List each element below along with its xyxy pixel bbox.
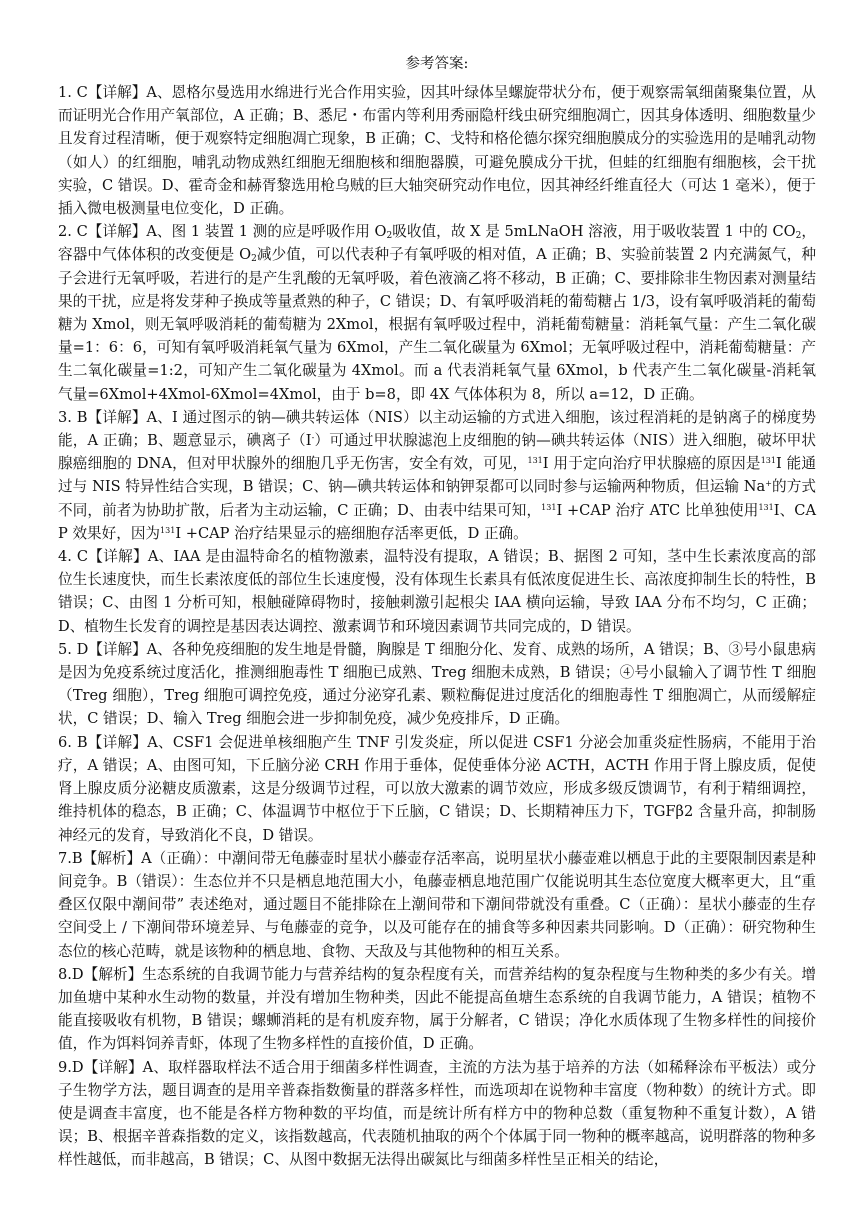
answer-text: 7.B【解析】A（正确）：中潮间带无龟藤壶时星状小藤壶存活率高，说明星状小藤壶难以栖息于此的主要限制因素是种间竞争。B（错误）：生态位并不只是栖息地范围大小，龟藤壶栖息地范围广仅能说明其生态位宽度大概率更大，且“重叠区仅限中潮间带” 表述绝对，通过题目不能排除在上潮间带和下潮间带就没有重叠。C（正确）：星状小藤壶的生存空间受上 / 下潮间带环境差异、与龟藤壶的竞争，以及可能存在的捕食等多种因素共同影响。D（正确）：研究物种生态位的核心范畴，就是该物种的栖息地、食物、天敌及与其他物种的相互关系。 [58, 849, 816, 960]
answer-text: 9.D【详解】A、取样器取样法不适合用于细菌多样性调查，主流的方法为基于培养的方法（如稀释涂布平板法）或分子生物学方法，题目调查的是用辛普森指数衡量的群落多样性，而选项却在说物种丰富度（物种数）的统计方式。即使是调查丰富度，也不能是各样方物种数的平均值，而是统计所有样方中的物种总数（重复物种不重复计数），A 错误；B、根据辛普森指数的定义，该指数越高，代表随机抽取的两个个体属于同一物种的概率越高，说明群落的物种多样性越低，而非越高，B 错误；C、从图中数据无法得出碳氮比与细菌多样性呈正相关的结论， [58, 1058, 816, 1169]
page-title: 参考答案: [405, 56, 469, 72]
answer-item-4 [58, 545, 816, 638]
answer-text: ）可通过甲状腺滤泡上皮细胞的钠—碘共转运体（NIS）进入细胞，破坏甲状腺癌细胞的 DNA，但对甲状腺外的细胞几乎无伤害，安全有效，可见， [58, 432, 816, 473]
answer-item-2 [58, 220, 816, 406]
answer-text: 3. B【详解】A、I 通过图示的钠—碘共转运体（NIS）以主动运输的方式进入细胞，该过程消耗的是钠离子的梯度势能，A 正确；B、题意显示，碘离子（I [58, 408, 816, 450]
superscript: + [765, 479, 772, 489]
answer-item-5 [58, 638, 816, 731]
answer-item-3 [58, 406, 816, 545]
superscript: 131 [758, 502, 774, 512]
answer-text: 的方式不同，前者为协助扩散，后者为主动运输，C 正确；D、由表中结果可知， [58, 478, 816, 519]
answer-text: ，容器中气体体积的改变便是 O [58, 223, 816, 264]
superscript: 131 [760, 456, 776, 466]
answer-text: I 能通过与 NIS 特异性结合实现，B 错误；C、钠—碘共转运体和钠钾泵都可以同时参与运输两种物质，但运输 Na [58, 455, 817, 496]
answer-item-8 [58, 963, 816, 1056]
answer-text: 吸收值，故 X 是 5mLNaOH 溶液，用于吸收装置 1 中的 CO [392, 223, 796, 241]
answer-text: 4. C【详解】A、IAA 是由温特命名的植物激素，温特没有提取，A 错误；B、据图 2 可知，茎中生长素浓度高的部位生长速度快，而生长素浓度低的部位生长速度慢，没有体现生长素具有低浓度促进生长、高浓度抑制生长的特性，B 错误；C、由图 1 分析可知，根触碰障碍物时，接触刺激引起根尖 IAA 横向运输，导致 IAA 分布不均匀，C 正确；D、植物生长发育的调控是基因表达调控、激素调节和环境因素调节共同完成的，D 错误。 [58, 548, 816, 635]
answer-list [58, 81, 816, 1172]
answer-text: 减少值，可以代表种子有氧呼吸的相对值，A 正确；B、实验前装置 2 内充满氮气，种子会进行无氧呼吸，若进行的是产生乳酸的无氧呼吸，着色液滴乙将不移动，B 正确；C、要排除非生物因素对测量结果的干扰，应是将发芽种子换成等量煮熟的种子，C 错误；D、有氧呼吸消耗的葡萄糖占 1/3，设有氧呼吸消耗的葡萄糖为 Xmol，则无氧呼吸消耗的葡萄糖为 2Xmol，根据有氧呼吸过程中，消耗葡萄糖量：消耗氧气量：产生二氧化碳量=1：6：6，可知有氧呼吸消耗氧气量为 6Xmol，产生二氧化碳量为 6Xmol；无氧呼吸过程中，消耗葡萄糖量：产生二氧化碳量=1:2，可知产生二氧化碳量为 4Xmol。而 a 代表消耗氧气量 6Xmol，b 代表产生二氧化碳量-消耗氧气量=6Xmol+4Xmol-6Xmol=4Xmol，由于 b=8，即 4X 气体体积为 8，所以 a=12，D 正确。 [58, 246, 816, 403]
answer-text: I、CAP 效果好，因为 [58, 501, 817, 542]
answer-text: 8.D【解析】生态系统的自我调节能力与营养结构的复杂程度有关，而营养结构的复杂程度与生物种类的多少有关。增加鱼塘中某种水生动物的数量，并没有增加生物种类，因此不能提高鱼塘生态系统的自我调节能力，A 错误；植物不能直接吸收有机物，B 错误；螺蛳消耗的是有机废弃物，属于分解者，C 错误；净化水质体现了生物多样性的间接价值，作为饵料饲养青虾，体现了生物多样性的直接价值，D 正确。 [58, 965, 816, 1053]
superscript: 131 [160, 525, 176, 535]
superscript: 131 [541, 502, 557, 512]
answer-text: 6. B【详解】A、CSF1 会促进单核细胞产生 TNF 引发炎症，所以促进 CSF1 分泌会加重炎症性肠病，不能用于治疗，A 错误；A、由图可知，下丘脑分泌 CRH 作用于垂体，促使垂体分泌 ACTH，ACTH 作用于肾上腺皮质，促使肾上腺皮质分泌糖皮质激素，这是分级调节过程，可以放大激素的调节效应，形成多级反馈调节，有利于精细调控，维持机体的稳态，B 正确；C、体温调节中枢位于下丘脑，C 错误；D、长期精神压力下，TGFβ2 含量升高，抑制肠神经元的发育，导致消化不良，D 错误。 [58, 733, 816, 844]
answer-text: I +CAP 治疗结果显示的癌细胞存活率更低，D 正确。 [175, 524, 528, 542]
answer-text: 5. D【详解】A、各种免疫细胞的发生地是骨髓，胸腺是 T 细胞分化、发育、成熟的场所，A 错误；B、③号小鼠患病是因为免疫系统过度活化，推测细胞毒性 T 细胞已成熟、Treg 细胞未成熟，B 错误；④号小鼠输入了调节性 T 细胞（Treg 细胞），Treg 细胞可调控免疫，通过分泌穿孔素、颗粒酶促进过度活化的细胞毒性 T 细胞凋亡，从而缓解症状，C 错误；D、输入 Treg 细胞会进一步抑制免疫，减少免疫排斥，D 正确。 [58, 640, 816, 728]
superscript: 131 [527, 456, 543, 466]
subscript: 2 [251, 254, 257, 265]
answer-text: 2. C【详解】A、图 1 装置 1 测的应是呼吸作用 O [58, 223, 387, 241]
answer-text: I 用于定向治疗甲状腺癌的原因是 [542, 455, 761, 473]
answer-item-9 [58, 1056, 816, 1172]
subscript: 2 [386, 231, 393, 242]
answer-item-7 [58, 847, 816, 963]
answer-text: 1. C【详解】A、恩格尔曼选用水绵进行光合作用实验，因其叶绿体呈螺旋带状分布，便于观察需氧细菌聚集位置，从而证明光合作用产氧部位，A 正确；B、悉尼・布雷内等利用秀丽隐杆线虫研究细胞凋亡，因其身体透明、细胞数量少且发育过程清晰，便于观察特定细胞凋亡现象，B 正确；C、戈特和格伦德尔探究细胞膜成分的实验选用的是哺乳动物（如人）的红细胞，哺乳动物成熟红细胞无细胞核和细胞器膜，可避免膜成分干扰，但蛙的红细胞有细胞核，会干扰实验，C 错误。D、霍奇金和赫胥黎选用枪乌贼的巨大轴突研究动作电位，因其神经纤维直径大（可达 1 毫米），便于插入微电极测量电位变化，D 正确。 [58, 84, 816, 218]
answer-item-6 [58, 731, 816, 847]
subscript: 2 [795, 231, 802, 242]
superscript: - [311, 433, 315, 443]
answer-text: I +CAP 治疗 ATC 比单独使用 [556, 501, 759, 519]
answer-item-1 [58, 81, 816, 220]
